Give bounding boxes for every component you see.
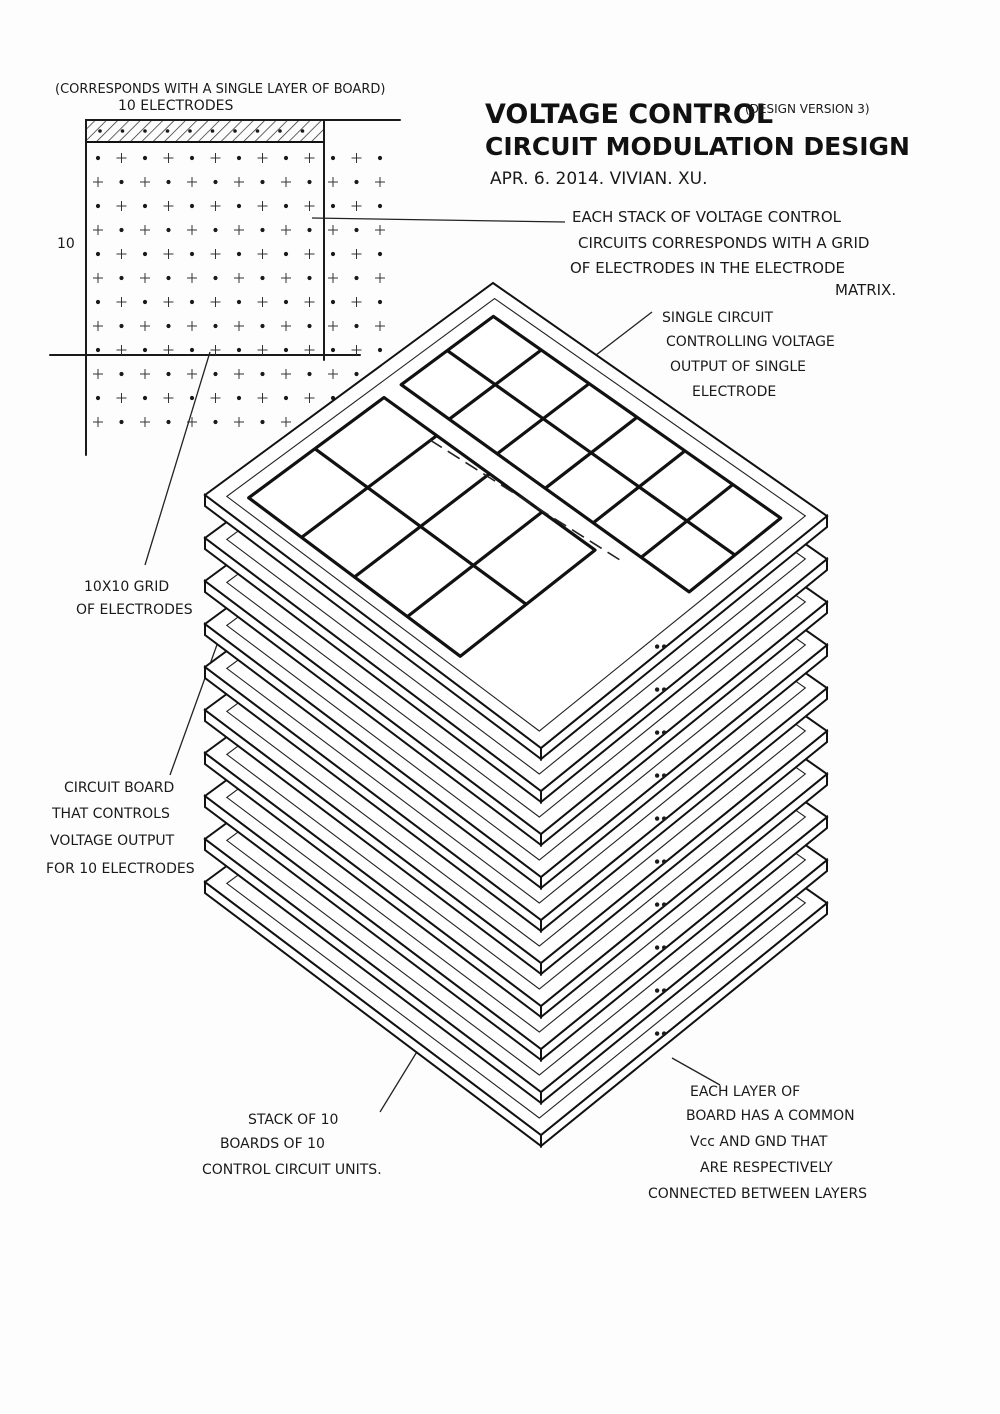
electrode-cross bbox=[93, 321, 103, 331]
electrode-cross bbox=[352, 249, 362, 259]
note-single-circuit-line: SINGLE CIRCUIT bbox=[662, 310, 774, 326]
electrode-cross bbox=[140, 417, 150, 427]
electrode-dot bbox=[166, 324, 170, 328]
electrode-cross bbox=[117, 345, 127, 355]
note-circuit-board bbox=[46, 780, 195, 877]
grid-caption-line-2: 10 ELECTRODES bbox=[118, 98, 234, 114]
electrode-dot bbox=[378, 300, 382, 304]
gnd-dot bbox=[662, 644, 666, 648]
electrode-dot bbox=[260, 180, 264, 184]
electrode-cross bbox=[305, 249, 315, 259]
note-circuit-board-line: FOR 10 ELECTRODES bbox=[46, 861, 195, 877]
electrode-dot bbox=[98, 129, 102, 133]
electrode-cross bbox=[305, 153, 315, 163]
electrode-dot bbox=[213, 372, 217, 376]
electrode-cross bbox=[187, 273, 197, 283]
electrode-dot bbox=[331, 204, 335, 208]
electrode-cross bbox=[164, 201, 174, 211]
note-circuit-board-line: THAT CONTROLS bbox=[52, 806, 170, 822]
electrode-dot bbox=[143, 300, 147, 304]
electrode-dot bbox=[237, 396, 241, 400]
electrode-cross bbox=[305, 345, 315, 355]
vcc-dot bbox=[655, 902, 659, 906]
electrode-cross bbox=[187, 177, 197, 187]
electrode-dot bbox=[284, 252, 288, 256]
design-version: (DESIGN VERSION 3) bbox=[745, 102, 870, 116]
note-stack-of-10-line: BOARDS OF 10 bbox=[220, 1136, 325, 1152]
electrode-dot bbox=[166, 276, 170, 280]
electrode-cross bbox=[375, 225, 385, 235]
electrode-cross bbox=[352, 153, 362, 163]
electrode-dot bbox=[260, 228, 264, 232]
electrode-dot bbox=[307, 276, 311, 280]
electrode-cross bbox=[93, 273, 103, 283]
electrode-cross bbox=[164, 153, 174, 163]
vcc-dot bbox=[655, 945, 659, 949]
electrode-dot bbox=[119, 324, 123, 328]
note-grid-10x10 bbox=[76, 579, 193, 618]
vcc-dot bbox=[655, 816, 659, 820]
electrode-dot bbox=[284, 396, 288, 400]
electrode-dot bbox=[237, 252, 241, 256]
electrode-dot bbox=[96, 348, 100, 352]
electrode-dot bbox=[166, 180, 170, 184]
vcc-dot bbox=[655, 1031, 659, 1035]
electrode-cross bbox=[140, 273, 150, 283]
electrode-cross bbox=[258, 297, 268, 307]
electrode-cross bbox=[328, 177, 338, 187]
electrode-dot bbox=[354, 228, 358, 232]
electrode-dot bbox=[260, 324, 264, 328]
electrode-cross bbox=[281, 225, 291, 235]
electrode-dot bbox=[190, 156, 194, 160]
electrode-dot bbox=[143, 348, 147, 352]
electrode-dot bbox=[119, 228, 123, 232]
electrode-cross bbox=[258, 345, 268, 355]
electrode-cross bbox=[234, 225, 244, 235]
gnd-dot bbox=[662, 859, 666, 863]
title-line-2: CIRCUIT MODULATION DESIGN bbox=[485, 132, 910, 161]
gnd-dot bbox=[662, 945, 666, 949]
gnd-dot bbox=[662, 816, 666, 820]
grid-caption-line-1: (CORRESPONDS WITH A SINGLE LAYER OF BOARD) bbox=[55, 82, 386, 97]
electrode-dot bbox=[143, 204, 147, 208]
electrode-cross bbox=[258, 201, 268, 211]
gnd-dot bbox=[662, 687, 666, 691]
electrode-dot bbox=[354, 276, 358, 280]
note-circuit-board-line: CIRCUIT BOARD bbox=[64, 780, 175, 796]
electrode-cross bbox=[328, 225, 338, 235]
vcc-dot bbox=[655, 988, 659, 992]
electrode-cross bbox=[352, 297, 362, 307]
electrode-cross bbox=[93, 369, 103, 379]
electrode-dot bbox=[188, 129, 192, 133]
electrode-dot bbox=[354, 324, 358, 328]
electrode-dot bbox=[213, 228, 217, 232]
electrode-dot bbox=[143, 156, 147, 160]
electrode-dot bbox=[143, 129, 147, 133]
note-common-vcc-line: CONNECTED BETWEEN LAYERS bbox=[648, 1186, 868, 1202]
electrode-dot bbox=[213, 420, 217, 424]
gnd-dot bbox=[662, 730, 666, 734]
electrode-cross bbox=[164, 297, 174, 307]
electrode-dot bbox=[119, 276, 123, 280]
electrode-cross bbox=[258, 153, 268, 163]
electrode-dot bbox=[256, 129, 260, 133]
electrode-dot bbox=[354, 180, 358, 184]
electrode-dot bbox=[260, 372, 264, 376]
gnd-dot bbox=[662, 902, 666, 906]
electrode-dot bbox=[237, 348, 241, 352]
electrode-dot bbox=[190, 252, 194, 256]
note-stack-grid-line: EACH STACK OF VOLTAGE CONTROL bbox=[572, 208, 842, 226]
electrode-cross bbox=[93, 225, 103, 235]
electrode-dot bbox=[260, 276, 264, 280]
note-stack-grid-line: CIRCUITS CORRESPONDS WITH A GRID bbox=[578, 234, 870, 252]
electrode-dot bbox=[213, 276, 217, 280]
electrode-cross bbox=[211, 249, 221, 259]
electrode-dot bbox=[121, 129, 125, 133]
electrode-cross bbox=[117, 393, 127, 403]
electrode-cross bbox=[140, 321, 150, 331]
electrode-cross bbox=[93, 417, 103, 427]
electrode-cross bbox=[187, 225, 197, 235]
electrode-dot bbox=[233, 129, 237, 133]
electrode-dot bbox=[331, 348, 335, 352]
vcc-dot bbox=[655, 773, 659, 777]
leader-stack-of-10 bbox=[380, 1050, 418, 1112]
note-single-circuit bbox=[662, 310, 839, 400]
electrode-dot bbox=[260, 420, 264, 424]
electrode-cross bbox=[234, 177, 244, 187]
electrode-dot bbox=[307, 228, 311, 232]
note-common-vcc-line: BOARD HAS A COMMON bbox=[686, 1108, 855, 1124]
electrode-cross bbox=[164, 249, 174, 259]
note-single-circuit-line: OUTPUT OF SINGLE bbox=[670, 359, 807, 375]
electrode-dot bbox=[378, 252, 382, 256]
electrode-dot bbox=[190, 300, 194, 304]
note-grid-10x10-line: 10X10 GRID bbox=[84, 579, 170, 595]
electrode-cross bbox=[281, 321, 291, 331]
gnd-dot bbox=[662, 773, 666, 777]
electrode-cross bbox=[140, 177, 150, 187]
note-single-circuit-line: ELECTRODE bbox=[692, 384, 777, 400]
electrode-cross bbox=[211, 201, 221, 211]
electrode-cross bbox=[234, 369, 244, 379]
electrode-dot bbox=[301, 129, 305, 133]
vcc-dot bbox=[655, 859, 659, 863]
electrode-cross bbox=[281, 369, 291, 379]
electrode-cross bbox=[211, 153, 221, 163]
vcc-dot bbox=[655, 730, 659, 734]
electrode-cross bbox=[234, 321, 244, 331]
electrode-cross bbox=[117, 249, 127, 259]
note-stack-grid-line: MATRIX. bbox=[835, 281, 897, 299]
electrode-cross bbox=[140, 369, 150, 379]
electrode-dot bbox=[284, 204, 288, 208]
leader-stack-grid bbox=[312, 218, 565, 222]
electrode-dot bbox=[166, 372, 170, 376]
electrode-cross bbox=[375, 177, 385, 187]
date-author: APR. 6. 2014. VIVIAN. XU. bbox=[490, 169, 708, 189]
electrode-dot bbox=[378, 156, 382, 160]
note-common-vcc-line: ARE RESPECTIVELY bbox=[700, 1160, 833, 1176]
leader-common-vcc bbox=[672, 1058, 720, 1085]
note-common-vcc bbox=[648, 1084, 867, 1202]
electrode-dot bbox=[307, 180, 311, 184]
electrode-cross bbox=[281, 177, 291, 187]
electrode-dot bbox=[307, 324, 311, 328]
grid-side-label: 10 bbox=[57, 236, 75, 252]
electrode-cross bbox=[328, 321, 338, 331]
electrode-dot bbox=[284, 156, 288, 160]
electrode-cross bbox=[352, 201, 362, 211]
electrode-cross bbox=[117, 297, 127, 307]
electrode-cross bbox=[328, 369, 338, 379]
note-single-circuit-line: CONTROLLING VOLTAGE bbox=[666, 334, 835, 350]
electrode-dot bbox=[213, 324, 217, 328]
electrode-cross bbox=[305, 297, 315, 307]
electrode-cross bbox=[305, 393, 315, 403]
electrode-cross bbox=[281, 273, 291, 283]
electrode-dot bbox=[237, 300, 241, 304]
electrode-dot bbox=[278, 129, 282, 133]
electrode-cross bbox=[234, 273, 244, 283]
electrode-dot bbox=[237, 156, 241, 160]
note-stack-of-10-line: STACK OF 10 bbox=[248, 1112, 339, 1128]
electrode-dot bbox=[143, 252, 147, 256]
electrode-dot bbox=[354, 372, 358, 376]
electrode-dot bbox=[331, 156, 335, 160]
note-common-vcc-line: EACH LAYER OF bbox=[690, 1084, 801, 1100]
electrode-cross bbox=[140, 225, 150, 235]
vcc-dot bbox=[655, 644, 659, 648]
electrode-dots bbox=[93, 129, 385, 427]
note-stack-grid bbox=[570, 208, 896, 299]
electrode-cross bbox=[258, 249, 268, 259]
note-grid-10x10-line: OF ELECTRODES bbox=[76, 602, 193, 618]
electrode-dot bbox=[307, 372, 311, 376]
electrode-dot bbox=[119, 420, 123, 424]
electrode-dot bbox=[166, 129, 170, 133]
electrode-cross bbox=[305, 201, 315, 211]
electrode-dot bbox=[166, 228, 170, 232]
electrode-cross bbox=[187, 321, 197, 331]
electrode-dot bbox=[119, 372, 123, 376]
electrode-dot bbox=[237, 204, 241, 208]
electrode-cross bbox=[375, 321, 385, 331]
electrode-dot bbox=[331, 252, 335, 256]
electrode-dot bbox=[190, 396, 194, 400]
electrode-dot bbox=[166, 420, 170, 424]
electrode-cross bbox=[117, 201, 127, 211]
gnd-dot bbox=[662, 1031, 666, 1035]
title-block bbox=[485, 99, 910, 189]
electrode-dot bbox=[190, 348, 194, 352]
electrode-dot bbox=[96, 396, 100, 400]
electrode-dot bbox=[211, 129, 215, 133]
electrode-dot bbox=[378, 204, 382, 208]
electrode-cross bbox=[211, 297, 221, 307]
vcc-dot bbox=[655, 687, 659, 691]
electrode-dot bbox=[378, 348, 382, 352]
gnd-dot bbox=[662, 988, 666, 992]
electrode-cross bbox=[352, 345, 362, 355]
electrode-dot bbox=[96, 204, 100, 208]
electrode-dot bbox=[331, 300, 335, 304]
electrode-cross bbox=[328, 273, 338, 283]
electrode-dot bbox=[96, 156, 100, 160]
electrode-dot bbox=[96, 300, 100, 304]
electrode-cross bbox=[375, 273, 385, 283]
electrode-cross bbox=[258, 393, 268, 403]
electrode-cross bbox=[93, 177, 103, 187]
electrode-dot bbox=[284, 348, 288, 352]
electrode-cross bbox=[234, 417, 244, 427]
note-stack-of-10 bbox=[202, 1112, 382, 1178]
electrode-cross bbox=[164, 393, 174, 403]
electrode-cross bbox=[211, 393, 221, 403]
electrode-dot bbox=[119, 180, 123, 184]
electrode-dot bbox=[213, 180, 217, 184]
electrode-cross bbox=[117, 153, 127, 163]
note-common-vcc-line: Vcc AND GND THAT bbox=[690, 1134, 828, 1150]
electrode-dot bbox=[143, 396, 147, 400]
note-circuit-board-line: VOLTAGE OUTPUT bbox=[50, 833, 175, 849]
leader-grid-10x10 bbox=[145, 352, 210, 565]
note-stack-of-10-line: CONTROL CIRCUIT UNITS. bbox=[202, 1162, 382, 1178]
electrode-cross bbox=[187, 369, 197, 379]
electrode-cross bbox=[281, 417, 291, 427]
electrode-dot bbox=[284, 300, 288, 304]
electrode-cross bbox=[211, 345, 221, 355]
title-line-1: VOLTAGE CONTROL bbox=[485, 99, 774, 130]
board-stack bbox=[205, 283, 827, 1146]
electrode-cross bbox=[164, 345, 174, 355]
electrode-dot bbox=[96, 252, 100, 256]
note-stack-grid-line: OF ELECTRODES IN THE ELECTRODE bbox=[570, 259, 846, 277]
electrode-dot bbox=[190, 204, 194, 208]
